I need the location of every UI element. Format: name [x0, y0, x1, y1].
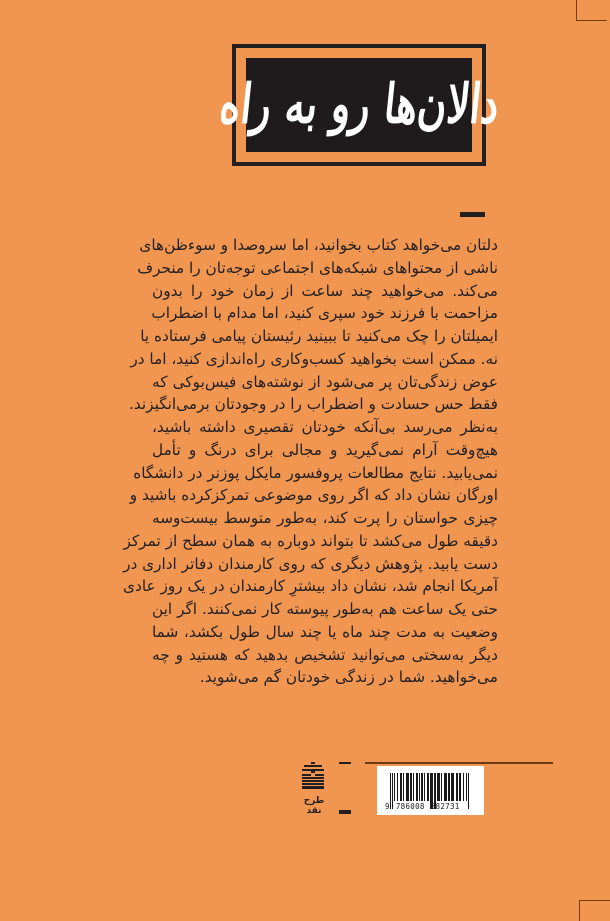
decorative-dash-thick — [339, 810, 351, 814]
blurb-line: هیچ‌وقت آرام نمی‌گیرید و مجالی برای درنگ و تأمل — [152, 440, 498, 459]
blurb-line: عوض زندگی‌تان پر می‌شود از نوشته‌های فیس‌بوکی که — [152, 372, 498, 391]
blurb-line: نمی‌یابید. نتایج مطالعات پروفسور مایکل پوزنر در دانشگاه — [133, 463, 498, 482]
barcode-digits-right: 582731 — [430, 802, 460, 811]
bottom-rule-line — [365, 762, 553, 764]
back-cover-blurb — [123, 234, 498, 689]
book-title-frame — [216, 44, 502, 166]
crop-mark-bottom-right — [579, 900, 610, 921]
blurb-line: اورگان نشان داد که اگر روی موضوعی تمرکزکرده باشید و — [129, 486, 498, 505]
publisher-name — [300, 796, 328, 816]
publisher-name-line-2: نقد — [306, 806, 322, 816]
isbn-barcode — [377, 766, 484, 815]
publisher-name-line-1: طرح — [303, 796, 325, 806]
barcode-digit-prefix: 9 — [385, 802, 390, 811]
blurb-line: می‌خواهید. شما در زندگی خودتان گم می‌شوید. — [199, 668, 498, 687]
blurb-line: آمریکا انجام شد، نشان داد بیشترِ کارمندان در یک روز عادی — [123, 577, 498, 596]
blurb-line: می‌کند. می‌خواهید چند ساعت از زمان خود را بدون — [152, 281, 498, 300]
barcode-gap — [469, 773, 470, 801]
blurb-line: ناشی از محتواهای شبکه‌های اجتماعی توجه‌تان را منحرف — [137, 258, 498, 277]
book-title-panel — [216, 58, 502, 152]
decorative-dash — [460, 212, 485, 217]
blurb-line: مزاحمت با فرزند خود سپری کنید، اما مدام با اضطراب — [151, 304, 498, 323]
blurb-line: وضعیت به مدت چند ماه یا چند سال طول بکشد، شما — [152, 622, 498, 641]
publisher-emblem-icon — [300, 762, 326, 790]
blurb-line: دست یابید. پژوهش دیگری که روی کارمندان دفاتر اداری در — [123, 554, 498, 573]
blurb-line: حتی یک ساعت هم به‌طور پیوسته کار نمی‌کنند. اگر این — [152, 600, 498, 618]
barcode-digits-left: 786008 — [395, 802, 425, 811]
blurb-line: ایمیلتان را چک می‌کنید تا ببینید رئیستان پیامی فرستاده یا — [140, 327, 498, 345]
decorative-dash-small — [339, 762, 351, 764]
publisher-logo — [300, 762, 328, 820]
blurb-line: به‌نظر می‌رسد بی‌آنکه خودتان تقصیری داشته باشید، — [152, 418, 498, 436]
blurb-line: چیزی حواستان را پرت کند، به‌طور متوسط بیست‌وسه — [152, 509, 498, 527]
blurb-line: نه. ممکن است بخواهید کسب‌وکاری راه‌اندازی کنید، اما در — [130, 349, 498, 368]
blurb-line: دیگر به‌سختی می‌توانید تشخیص بدهید که هستید و چه — [152, 645, 498, 664]
barcode-digits — [385, 802, 481, 811]
crop-mark-top-right — [576, 0, 607, 21]
blurb-line: دلتان می‌خواهد کتاب بخوانید، اما سروصدا و سوءظن‌های — [139, 236, 498, 254]
blurb-line: دقیقه طول می‌کشد تا بتواند دوباره به همان سطح از تمرکز — [123, 531, 498, 550]
blurb-line: فقط حس حسادت و اضطراب را در وجودتان برمی‌انگیزند. — [128, 395, 498, 414]
book-title: دالان‌ها رو به راه — [216, 72, 502, 137]
